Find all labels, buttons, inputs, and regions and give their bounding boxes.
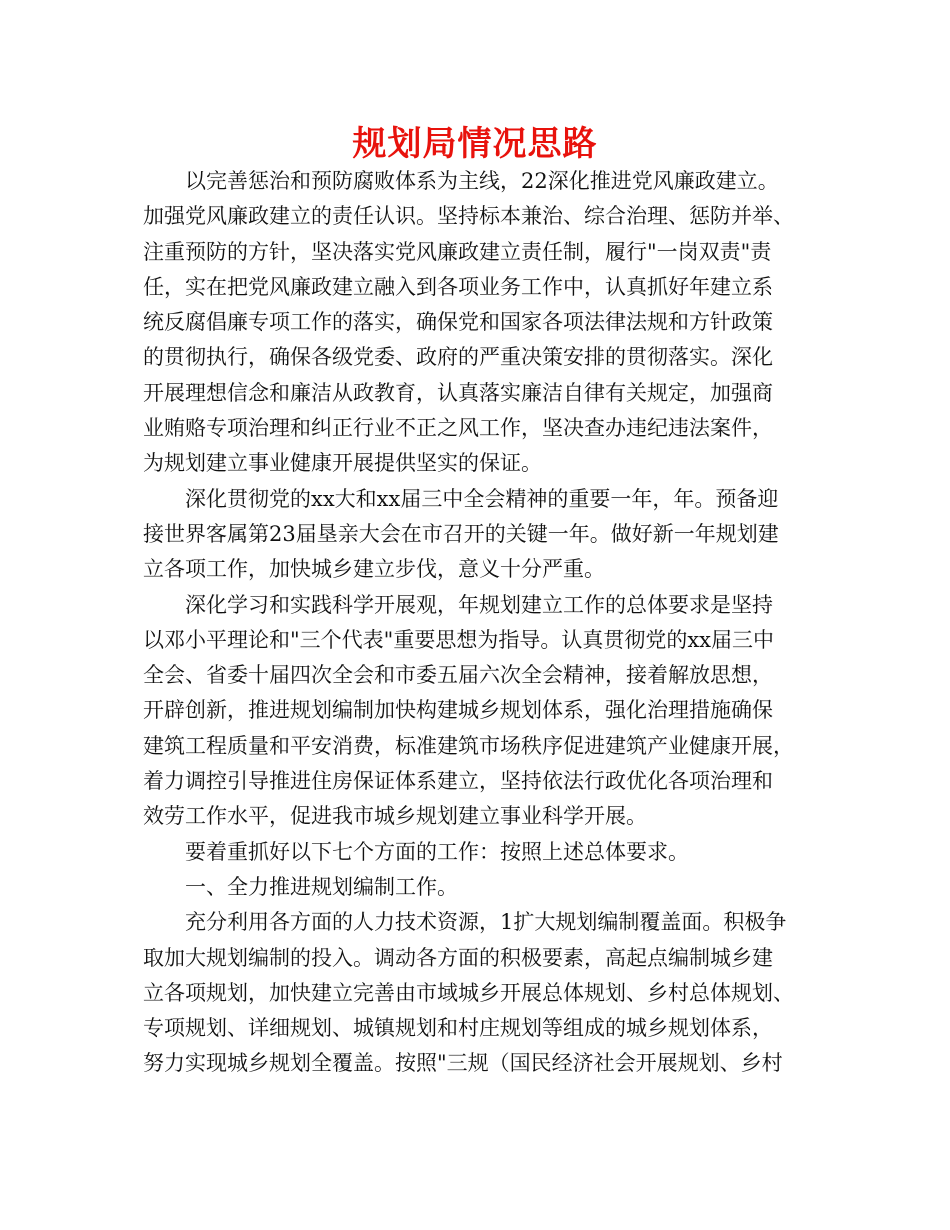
body-line: 注重预防的方针，坚决落实党风廉政建立责任制，履行"一岗双责"责 <box>143 239 772 264</box>
body-line: 以完善惩治和预防腐败体系为主线，22深化推进党风廉政建立。 <box>185 169 779 193</box>
body-line: 统反腐倡廉专项工作的落实，确保党和国家各项法律法规和方针政策 <box>143 310 773 335</box>
body-line: 效劳工作水平，促进我市城乡规划建立事业科学开展。 <box>143 804 647 829</box>
body-line: 立各项规划，加快建立完善由市域城乡开展总体规划、乡村总体规划、 <box>143 980 794 1005</box>
body-line: 专项规划、详细规划、城镇规划和村庄规划等组成的城乡规划体系， <box>143 1016 773 1041</box>
body-line: 深化贯彻党的xx大和xx届三中全会精神的重要一年，年。预备迎 <box>185 486 779 511</box>
body-line: 开辟创新，推进规划编制加快构建城乡规划体系，强化治理措施确保 <box>143 698 773 723</box>
body-line: 加强党风廉政建立的责任认识。坚持标本兼治、综合治理、惩防并举、 <box>143 204 794 229</box>
body-line: 任，实在把党风廉政建立融入到各项业务工作中，认真抓好年建立系 <box>143 274 773 299</box>
body-line: 开展理想信念和廉洁从政教育，认真落实廉洁自律有关规定，加强商 <box>143 380 773 405</box>
body-line: 接世界客属第23届垦亲大会在市召开的关键一年。做好新一年规划建 <box>143 521 779 546</box>
body-line: 充分利用各方面的人力技术资源，1扩大规划编制覆盖面。积极争 <box>185 910 787 935</box>
document-body <box>143 164 833 1082</box>
body-line: 以邓小平理论和"三个代表"重要思想为指导。认真贯彻党的xx届三中 <box>143 627 775 652</box>
body-line: 业贿赂专项治理和纠正行业不正之风工作，坚决查办违纪违法案件， <box>143 416 773 441</box>
body-line: 立各项工作，加快城乡建立步伐，意义十分严重。 <box>143 557 605 582</box>
body-line: 一、全力推进规划编制工作。 <box>185 874 458 899</box>
body-line: 深化学习和实践科学开展观，年规划建立工作的总体要求是坚持 <box>185 592 773 617</box>
body-line: 着力调控引导推进住房保证体系建立，坚持依法行政优化各项治理和 <box>143 769 773 794</box>
body-line: 为规划建立事业健康开展提供坚实的保证。 <box>143 451 542 476</box>
body-line: 全会、省委十届四次全会和市委五届六次全会精神，接着解放思想， <box>143 663 773 688</box>
body-line: 努力实现城乡规划全覆盖。按照"三规（国民经济社会开展规划、乡村 <box>143 1051 783 1076</box>
body-line: 取加大规划编制的投入。调动各方面的积极要素，高起点编制城乡建 <box>143 945 773 970</box>
document-title: 规划局情况思路 <box>352 124 598 164</box>
body-line: 要着重抓好以下七个方面的工作：按照上述总体要求。 <box>185 839 689 864</box>
body-line: 的贯彻执行，确保各级党委、政府的严重决策安排的贯彻落实。深化 <box>143 345 773 370</box>
body-line: 建筑工程质量和平安消费，标准建筑市场秩序促进建筑产业健康开展， <box>143 733 794 758</box>
